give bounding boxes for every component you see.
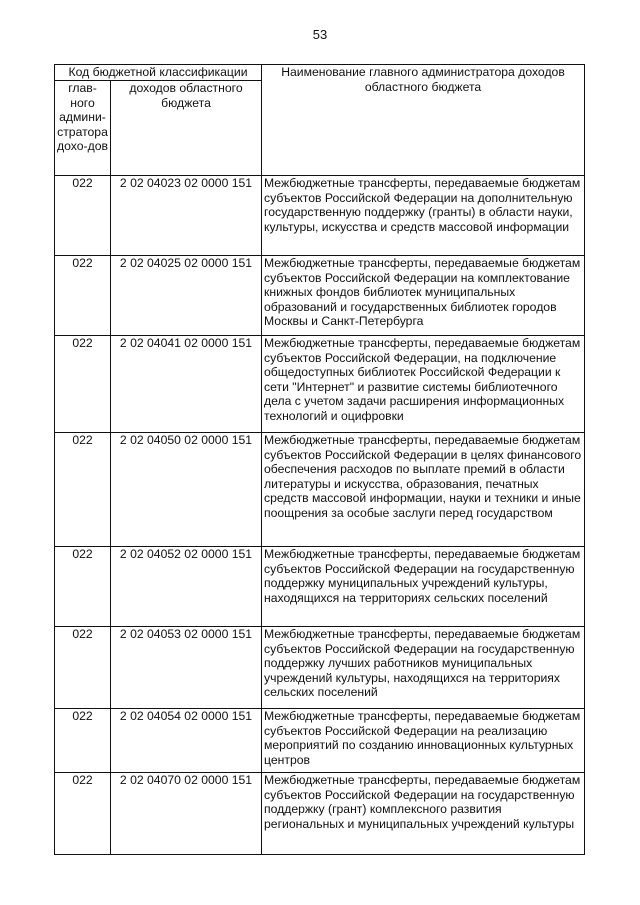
budget-code-cell: 2 02 04041 02 0000 151	[111, 336, 262, 433]
description-cell: Межбюджетные трансферты, передаваемые бюджетам субъектов Российской Федерации на дополнительную государственную поддержку (гранты) в области науки, культуры, искусства и средств массовой информации	[262, 176, 585, 256]
budget-code-cell: 2 02 04052 02 0000 151	[111, 547, 262, 627]
table-row	[55, 176, 585, 256]
admin-code-cell: 022	[55, 176, 111, 256]
header-administrator-name: Наименование главного администратора доходов областного бюджета	[262, 65, 585, 176]
budget-code-cell: 2 02 04025 02 0000 151	[111, 256, 262, 336]
admin-code-cell: 022	[55, 336, 111, 433]
table-row	[55, 547, 585, 627]
table-row	[55, 773, 585, 855]
table-row	[55, 627, 585, 709]
header-chief-administrator: глав-ного админи-стратора дохо-дов	[55, 81, 111, 176]
header-regional-budget-income: доходов областного бюджета	[111, 81, 262, 176]
description-cell: Межбюджетные трансферты, передаваемые бюджетам субъектов Российской Федерации в целях финансового обеспечения расходов по выплате премий в области литературы и искусства, образования, печатных средств массовой информации, науки и техники и иные поощрения за особые заслуги перед государством	[262, 433, 585, 547]
budget-classification-table	[54, 64, 585, 855]
admin-code-cell: 022	[55, 709, 111, 773]
table-row	[55, 336, 585, 433]
admin-code-cell: 022	[55, 773, 111, 855]
description-cell: Межбюджетные трансферты, передаваемые бюджетам субъектов Российской Федерации, на подключение общедоступных библиотек Российской Федерации к сети "Интернет" и развитие системы библиотечного дела с учетом задачи расширения информационных технологий и оцифровки	[262, 336, 585, 433]
description-cell: Межбюджетные трансферты, передаваемые бюджетам субъектов Российской Федерации на реализацию мероприятий по созданию инновационных культурных центров	[262, 709, 585, 773]
description-cell: Межбюджетные трансферты, передаваемые бюджетам субъектов Российской Федерации на государственную поддержку лучших работников муниципальных учреждений культуры, находящихся на территориях сельских поселений	[262, 627, 585, 709]
table-row	[55, 433, 585, 547]
header-row-group	[55, 65, 585, 81]
table-row	[55, 709, 585, 773]
budget-code-cell: 2 02 04053 02 0000 151	[111, 627, 262, 709]
page-number: 53	[312, 27, 328, 42]
budget-code-cell: 2 02 04050 02 0000 151	[111, 433, 262, 547]
description-cell: Межбюджетные трансферты, передаваемые бюджетам субъектов Российской Федерации на государственную поддержку (грант) комплексного развития региональных и муниципальных учреждений культуры	[262, 773, 585, 855]
admin-code-cell: 022	[55, 627, 111, 709]
admin-code-cell: 022	[55, 256, 111, 336]
table-row	[55, 256, 585, 336]
description-cell: Межбюджетные трансферты, передаваемые бюджетам субъектов Российской Федерации на государственную поддержку муниципальных учреждений культуры, находящихся на территориях сельских поселений	[262, 547, 585, 627]
budget-code-cell: 2 02 04023 02 0000 151	[111, 176, 262, 256]
admin-code-cell: 022	[55, 433, 111, 547]
admin-code-cell: 022	[55, 547, 111, 627]
header-budget-classification-code: Код бюджетной классификации	[55, 65, 262, 81]
budget-code-cell: 2 02 04054 02 0000 151	[111, 709, 262, 773]
description-cell: Межбюджетные трансферты, передаваемые бюджетам субъектов Российской Федерации на комплектование книжных фондов библиотек муниципальных образований и государственных библиотек городов Москвы и Санкт-Петербурга	[262, 256, 585, 336]
budget-code-cell: 2 02 04070 02 0000 151	[111, 773, 262, 855]
